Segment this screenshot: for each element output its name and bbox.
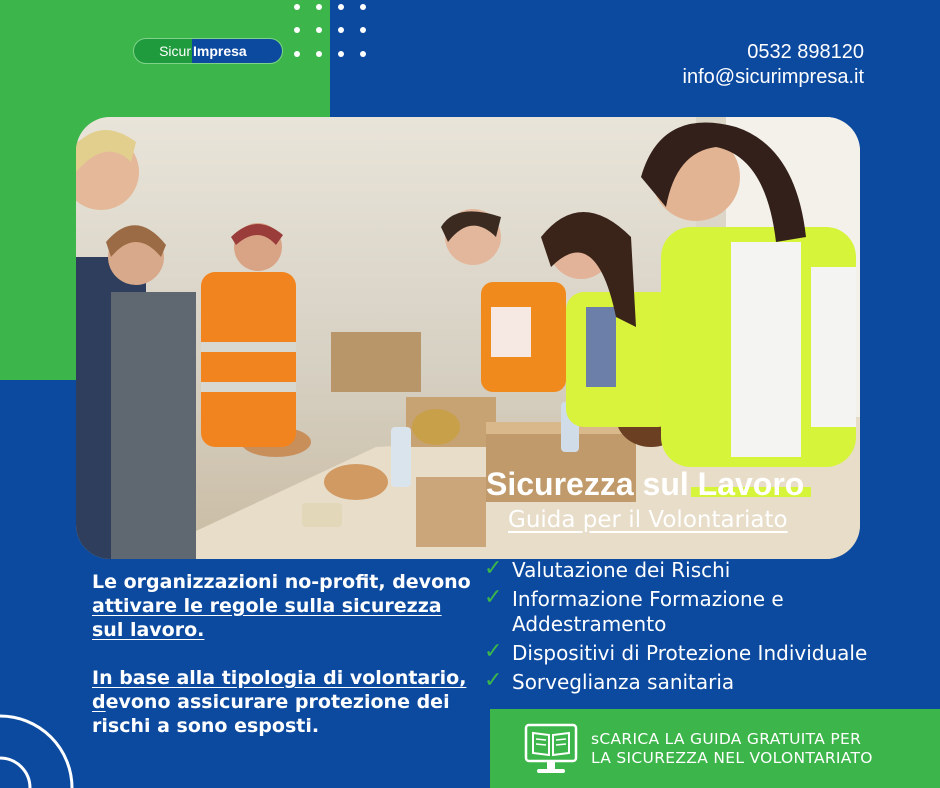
intro-text xyxy=(92,570,472,762)
intro-p1-link[interactable]: attivare le regole sulla sicurezza sul lavoro. xyxy=(92,595,442,641)
checkmark-icon: ✓ xyxy=(484,668,503,693)
list-item-text: Sorveglianza sanitaria xyxy=(512,670,735,694)
list-item xyxy=(484,641,924,666)
laptop-book-icon xyxy=(523,721,579,777)
intro-p2-text: evono assicurare protezione dei rischi a sono esposti. xyxy=(92,691,450,737)
sicurimpresa-logo[interactable] xyxy=(133,38,283,64)
topics-checklist xyxy=(484,558,924,699)
intro-paragraph-2 xyxy=(92,666,472,738)
cta-text xyxy=(591,730,873,768)
intro-paragraph-1 xyxy=(92,570,472,642)
email-address[interactable]: info@sicurimpresa.it xyxy=(682,66,864,88)
download-guide-button[interactable] xyxy=(490,709,940,788)
checkmark-icon: ✓ xyxy=(484,639,503,664)
intro-p1-text: Le organizzazioni no-profit, devono xyxy=(92,571,471,593)
logo-text-impresa: Impresa xyxy=(192,39,282,63)
phone-number[interactable]: 0532 898120 xyxy=(747,41,864,63)
intro-p2-link[interactable]: In base alla tipologia di volontario, d xyxy=(92,667,467,713)
headline-title: Sicurezza sul Lavoro xyxy=(486,466,805,502)
cta-line-1: sCARICA LA GUIDA GRATUITA PER xyxy=(591,729,862,748)
list-item-text: Informazione Formazione e Addestramento xyxy=(512,587,784,636)
checkmark-icon: ✓ xyxy=(484,585,503,610)
list-item xyxy=(484,670,924,695)
decorative-dots xyxy=(290,0,380,60)
headline-block xyxy=(486,466,906,533)
headline-subtitle[interactable]: Guida per il Volontariato xyxy=(508,507,788,533)
list-item xyxy=(484,587,924,637)
checkmark-icon: ✓ xyxy=(484,556,503,581)
contact-info xyxy=(683,40,864,90)
decorative-arcs xyxy=(0,700,90,788)
list-item-text: Valutazione dei Rischi xyxy=(512,558,731,582)
cta-line-2: LA SICUREZZA NEL VOLONTARIATO xyxy=(591,748,873,767)
list-item xyxy=(484,558,924,583)
logo-text-sicur: Sicur xyxy=(159,43,191,59)
list-item-text: Dispositivi di Protezione Individuale xyxy=(512,641,868,665)
